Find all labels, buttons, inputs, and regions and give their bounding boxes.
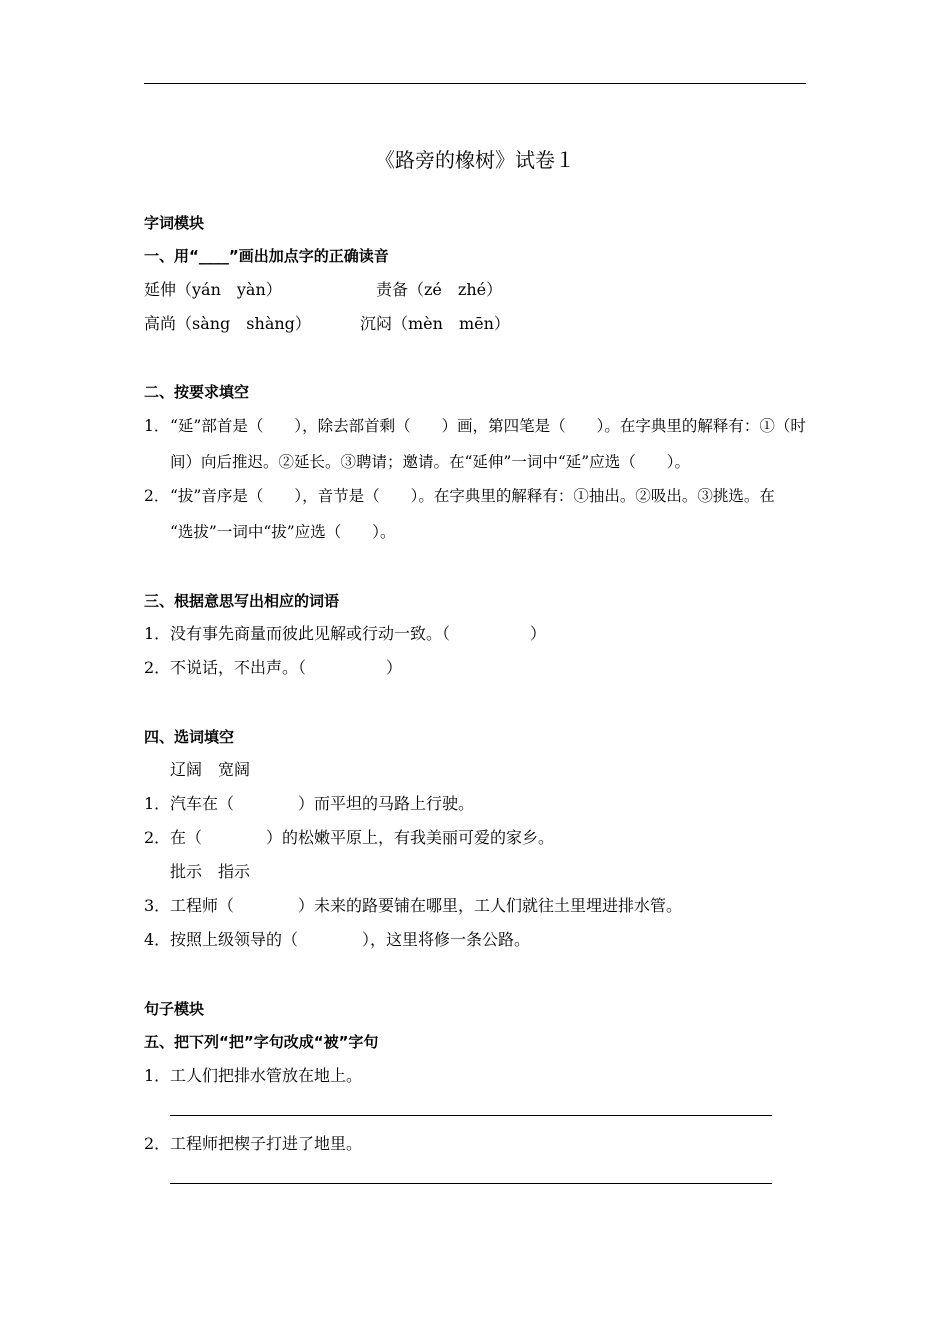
pinyin-item: 高尚（sàng shàng） xyxy=(144,314,311,333)
question-text: 汽车在（ ）而平坦的马路上行驶。 xyxy=(170,794,475,813)
question-2-2 xyxy=(144,486,775,506)
question-number: 2． xyxy=(144,828,171,847)
question-number: 1． xyxy=(144,794,171,813)
question-number: 1． xyxy=(144,624,171,643)
question-4-4 xyxy=(144,930,530,950)
question-3-1 xyxy=(144,624,546,644)
question-text: 工人们把排水管放在地上。 xyxy=(170,1066,363,1085)
question-4-3 xyxy=(144,896,682,916)
question-text: 不说话，不出声。（ ） xyxy=(170,658,403,677)
question-number: 4． xyxy=(144,930,171,949)
question-5-1 xyxy=(144,1066,362,1086)
word-choices-2: 批示 指示 xyxy=(170,862,251,881)
question-3-2 xyxy=(144,658,402,678)
section-4-heading: 四、选词填空 xyxy=(144,728,235,746)
question-number: 3． xyxy=(144,896,171,915)
word-choices-1: 辽阔 宽阔 xyxy=(170,760,251,779)
question-number: 1． xyxy=(144,1066,171,1085)
question-text: 工程师把楔子打进了地里。 xyxy=(170,1134,363,1153)
question-number: 2． xyxy=(144,1134,171,1153)
pinyin-item: 延伸（yán yàn） xyxy=(144,280,282,299)
question-text: “拔”音序是（ ），音节是（ ）。在字典里的解释有：①抽出。②吸出。③挑选。在 xyxy=(170,487,775,505)
answer-line[interactable] xyxy=(170,1115,772,1116)
question-text: “延”部首是（ ），除去部首剩（ ）画，第四笔是（ ）。在字典里的解释有：①（时 xyxy=(170,417,806,435)
header-rule xyxy=(144,83,806,84)
question-2-1 xyxy=(144,416,806,436)
section-1-heading: 一、用“____”画出加点字的正确读音 xyxy=(144,247,389,265)
pinyin-item: 责备（zé zhé） xyxy=(376,280,503,299)
question-2-1-cont: 间）向后推迟。②延长。③聘请；邀请。在“延伸”一词中“延”应选（ ）。 xyxy=(170,453,690,471)
answer-line[interactable] xyxy=(170,1183,772,1184)
module-heading-sentences: 句子模块 xyxy=(144,1000,205,1018)
question-number: 2． xyxy=(144,658,171,677)
question-text: 工程师（ ）未来的路要铺在哪里，工人们就往土里埋进排水管。 xyxy=(170,896,683,915)
question-text: 按照上级领导的（ ），这里将修一条公路。 xyxy=(170,930,531,949)
section-5-heading: 五、把下列“把”字句改成“被”字句 xyxy=(144,1033,379,1051)
module-heading-words: 字词模块 xyxy=(144,214,205,232)
question-number: 2． xyxy=(144,487,170,505)
question-2-2-cont: “选拔”一词中“拔”应选（ ）。 xyxy=(170,523,396,541)
question-text: 没有事先商量而彼此见解或行动一致。（ ） xyxy=(170,624,547,643)
section-2-heading: 二、按要求填空 xyxy=(144,383,250,401)
section-3-heading: 三、根据意思写出相应的词语 xyxy=(144,592,340,610)
question-number: 1． xyxy=(144,417,170,435)
question-text: 在（ ）的松嫩平原上，有我美丽可爱的家乡。 xyxy=(170,828,555,847)
question-4-1 xyxy=(144,794,474,814)
page-title: 《路旁的橡树》试卷１ xyxy=(375,148,575,172)
pinyin-item: 沉闷（mèn mēn） xyxy=(360,314,510,333)
question-5-2 xyxy=(144,1134,362,1154)
question-4-2 xyxy=(144,828,554,848)
